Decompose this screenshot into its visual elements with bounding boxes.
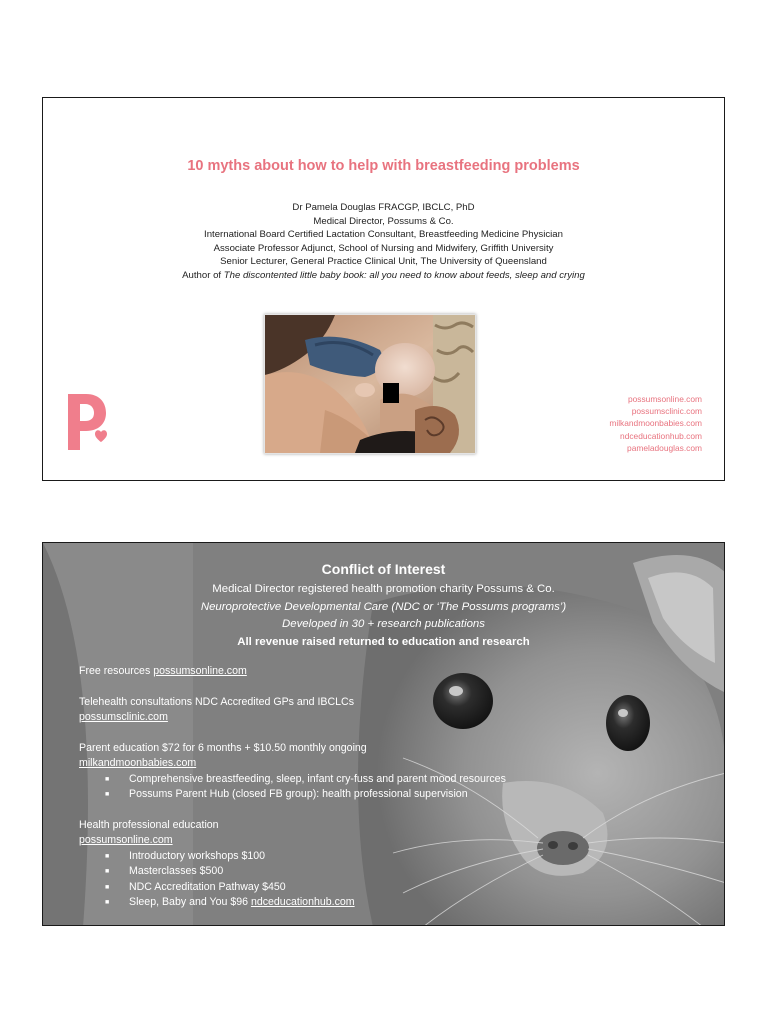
coi-content bbox=[43, 543, 724, 925]
website-links bbox=[609, 393, 702, 454]
link-possumsclinic[interactable]: possumsclinic.com bbox=[631, 406, 702, 417]
presentation-title: 10 myths about how to help with breastfeeding problems bbox=[187, 158, 580, 174]
hp-education-label: Health professional education bbox=[79, 819, 219, 832]
author-credentials bbox=[43, 201, 724, 283]
list-item: ■ Introductory workshops $100 bbox=[129, 849, 704, 864]
coi-line-revenue: All revenue raised returned to education and research bbox=[237, 635, 530, 648]
hp-education-list bbox=[79, 849, 704, 911]
free-resources-link[interactable]: possumsonline.com bbox=[153, 665, 247, 677]
sleep-baby-you-text: Sleep, Baby and You $96 bbox=[129, 896, 251, 909]
author-book bbox=[43, 269, 724, 283]
title-slide bbox=[42, 97, 725, 481]
author-affiliation-griffith: Associate Professor Adjunct, School of Nursing and Midwifery, Griffith University bbox=[213, 242, 554, 254]
link-milkandmoonbabies[interactable]: milkandmoonbabies.com bbox=[609, 418, 702, 429]
list-item: ■ NDC Accreditation Pathway $450 bbox=[129, 880, 704, 895]
link-pameladouglas[interactable]: pameladouglas.com bbox=[627, 442, 702, 453]
list-item: ■ Comprehensive breastfeeding, sleep, infant cry-fuss and parent mood resources bbox=[129, 772, 704, 787]
free-resources-label: Free resources bbox=[79, 665, 154, 677]
possums-logo-icon bbox=[66, 394, 108, 450]
coi-statement bbox=[43, 581, 724, 651]
telehealth-label: Telehealth consultations NDC Accredited GPs and IBCLCs bbox=[79, 695, 354, 708]
conflict-of-interest-slide bbox=[42, 542, 725, 926]
coi-line-director: Medical Director registered health promotion charity Possums & Co. bbox=[212, 583, 555, 595]
parent-education-link[interactable]: milkandmoonbabies.com bbox=[79, 757, 197, 770]
coi-title: Conflict of Interest bbox=[321, 561, 446, 577]
link-possumsonline[interactable]: possumsonline.com bbox=[627, 394, 702, 404]
ndceducationhub-link[interactable]: ndceducationhub.com bbox=[250, 896, 355, 909]
author-role: Medical Director, Possums & Co. bbox=[313, 215, 454, 227]
book-title: The discontented little baby book: all you need to know about feeds, sleep and crying bbox=[223, 269, 585, 281]
hp-education-link[interactable]: possumsonline.com bbox=[79, 834, 173, 847]
list-item: ■ Masterclasses $500 bbox=[129, 864, 704, 879]
coi-details bbox=[79, 664, 704, 910]
list-item: ■ Possums Parent Hub (closed FB group): health professional supervision bbox=[129, 787, 704, 802]
breastfeeding-photo bbox=[264, 314, 476, 454]
link-ndceducationhub[interactable]: ndceducationhub.com bbox=[620, 430, 702, 441]
coi-line-ndc: Neuroprotective Developmental Care (NDC or ‘The Possums programs’) bbox=[200, 600, 567, 613]
parent-education-label: Parent education $72 for 6 months + $10.50 monthly ongoing bbox=[79, 742, 367, 754]
author-name: Dr Pamela Douglas FRACGP, IBCLC, PhD bbox=[292, 202, 475, 213]
free-resources-line bbox=[79, 664, 704, 679]
telehealth-link[interactable]: possumsclinic.com bbox=[79, 711, 168, 724]
parent-education-list bbox=[79, 772, 704, 803]
author-affiliation-uq: Senior Lecturer, General Practice Clinical Unit, The University of Queensland bbox=[220, 256, 547, 268]
list-item bbox=[129, 895, 704, 910]
book-prefix: Author of bbox=[182, 269, 224, 281]
coi-line-research: Developed in 30 + research publications bbox=[282, 618, 485, 631]
author-certification: International Board Certified Lactation Consultant, Breastfeeding Medicine Physician bbox=[204, 229, 563, 241]
